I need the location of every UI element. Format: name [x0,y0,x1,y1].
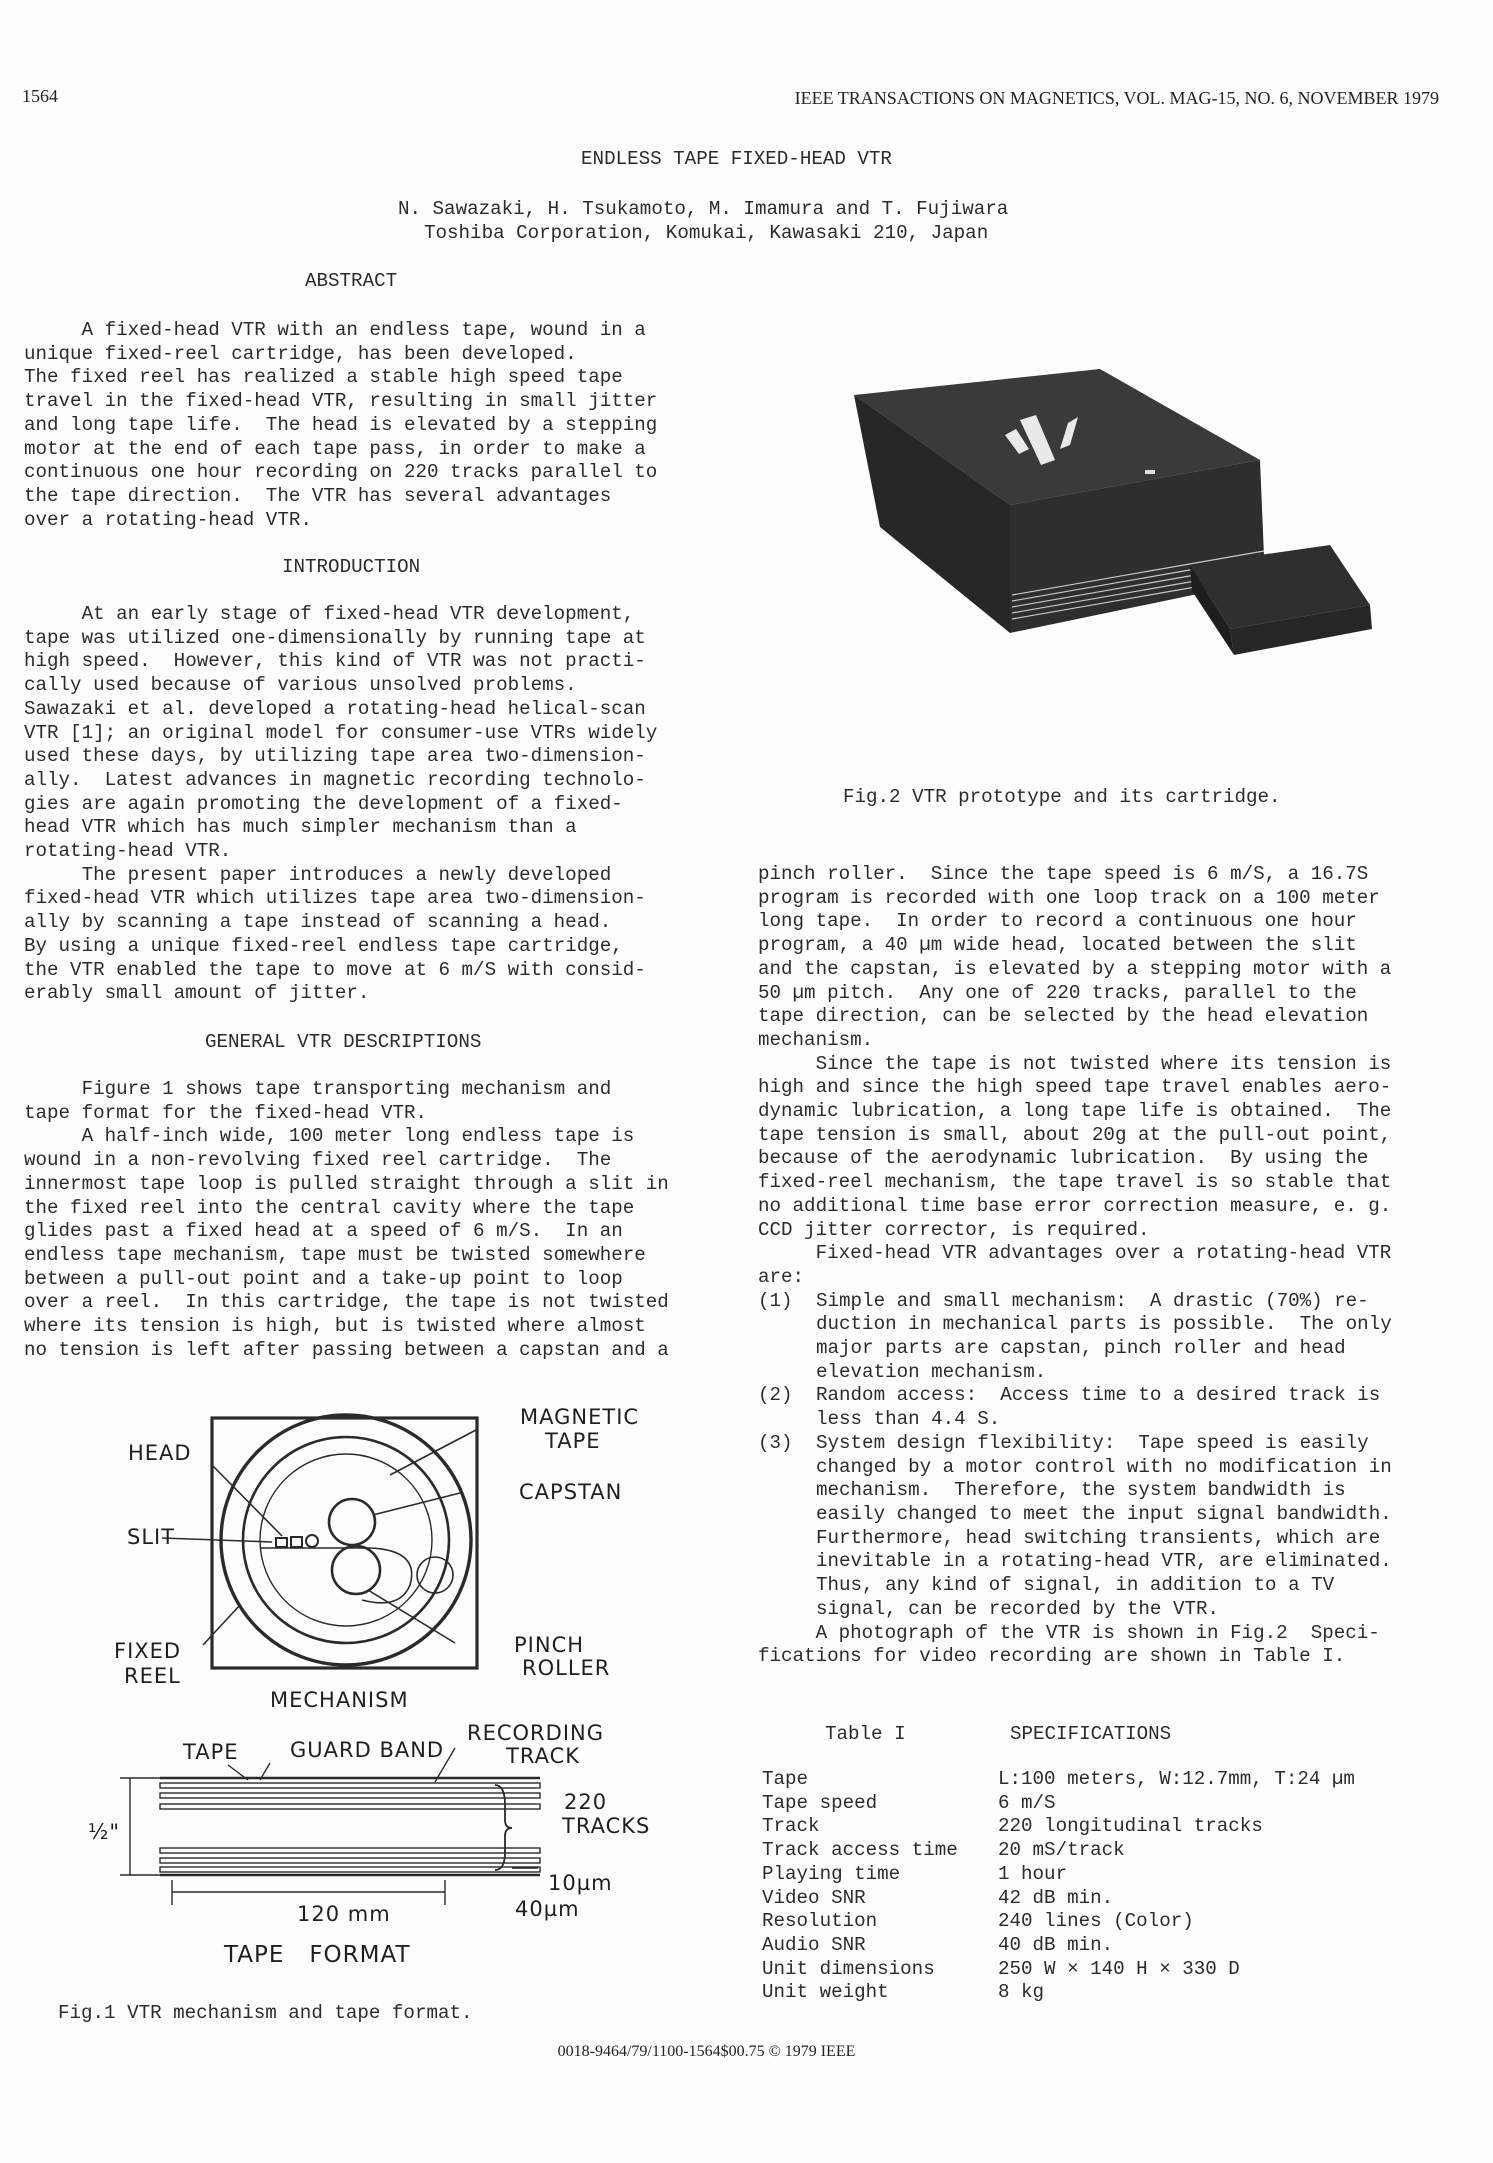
table-row [762,1934,1355,1958]
advantage-line: less than 4.4 S. [816,1408,1001,1431]
right-column-body [758,863,1392,1669]
text-line: ally. Latest advances in magnetic recording technolo- [24,768,646,791]
text-line: At an early stage of fixed-head VTR development, [24,603,635,625]
text-line: no additional time base error correction measure, e. g. [758,1194,1392,1217]
fig1-label-220: 220 [564,1790,608,1814]
table-row [762,1815,1355,1839]
text-line: wound in a non-revolving fixed reel cartridge. The [24,1149,612,1172]
spec-value: 40 dB min. [998,1933,1114,1956]
text-line: VTR [1]; an original model for consumer-use VTRs widely [24,721,658,744]
advantage-number: (2) [758,1384,793,1407]
table-row [762,1792,1355,1816]
text-line: innermost tape loop is pulled straight through a slit in [24,1172,669,1195]
text-line: and long tape life. The head is elevated by a stepping [24,413,658,436]
advantage-line: mechanism. Therefore, the system bandwidth is [816,1479,1346,1502]
fig2-caption: Fig.2 VTR prototype and its cartridge. [843,786,1281,808]
fig1-label-fixed: FIXED [114,1639,182,1663]
spec-value: 240 lines (Color) [998,1910,1194,1933]
advantage-line [758,1290,1392,1314]
text-line: program, a 40 µm wide head, located between the slit [758,934,1357,957]
fig1-label-tape-format: TAPE FORMAT [224,1942,411,1968]
track-band-4 [160,1848,540,1853]
general-heading: GENERAL VTR DESCRIPTIONS [205,1031,482,1053]
introduction-heading: INTRODUCTION [282,556,421,578]
advantage-item [758,1384,1392,1431]
fig1-label-track: TRACK [506,1744,580,1768]
capstan-circle [329,1499,375,1545]
fig1-label-tape: TAPE [183,1740,239,1764]
fig1-label-capstan: CAPSTAN [519,1480,623,1504]
text-line: The present paper introduces a newly developed [24,863,612,886]
track-band-2 [160,1793,540,1798]
text-line: CCD jitter corrector, is required. [758,1218,1150,1241]
fig1-label-tracks: TRACKS [562,1814,651,1838]
text-line: because of the aerodynamic lubrication. By using the [758,1147,1369,1170]
table-row [762,1981,1355,2005]
advantage-line: duction in mechanical parts is possible. The only [816,1313,1392,1336]
text-line: fixed-head VTR which utilizes tape area two-dimension- [24,887,646,910]
general-body [24,1078,669,1362]
spec-value: L:100 meters, W:12.7mm, T:24 µm [998,1768,1355,1790]
advantage-text: Random access: Access time to a desired track is [816,1384,1381,1407]
spec-key: Playing time [762,1862,901,1885]
advantage-text: System design flexibility: Tape speed is easily [816,1431,1369,1454]
text-line: tape was utilized one-dimensionally by running tape at [24,626,646,649]
table-row [762,1910,1355,1934]
fig1-label-head: HEAD [128,1441,192,1465]
vtr-badge [1145,470,1155,474]
table-row [762,1863,1355,1887]
text-line: long tape. In order to record a continuous one hour [758,910,1357,933]
text-line: the tape direction. The VTR has several advantages [24,484,612,507]
text-line: fixed-reel mechanism, the tape travel is so stable that [758,1171,1392,1194]
text-line: program is recorded with one loop track on a 100 meter [758,886,1380,909]
capstan-leader [373,1493,460,1515]
text-line: mechanism. [758,1028,874,1051]
fig1-label-40um: 40µm [515,1897,580,1921]
pinch-roller-leader [368,1590,455,1643]
head-block-2 [291,1537,302,1547]
advantage-text: Simple and small mechanism: A drastic (70%) re- [816,1289,1369,1312]
fig1-label-mechanism: MECHANISM [270,1688,409,1712]
text-line: A fixed-head VTR with an endless tape, wound in a [24,319,646,341]
text-line: A photograph of the VTR is shown in Fig.2 Speci- [758,1621,1380,1644]
fig1-label-reel: REEL [124,1664,181,1688]
table-number: Table I [825,1723,906,1745]
advantage-number: (1) [758,1289,793,1312]
head-roller [306,1535,318,1547]
abstract-body [24,319,657,532]
abstract-heading: ABSTRACT [305,270,398,292]
advantage-item [758,1290,1392,1385]
fig1-label-magnetic-tape-2: TAPE [545,1429,601,1453]
text-line: are: [758,1265,805,1288]
track-band-5 [160,1858,540,1863]
fig1-label-roller: ROLLER [522,1656,611,1680]
fig1-label-magnetic-tape: MAGNETIC [520,1405,640,1429]
text-line: erably small amount of jitter. [24,982,370,1005]
pinch-roller-circle [332,1546,380,1594]
copyright-footer: 0018-9464/79/1100-1564$00.75 © 1979 IEEE [557,2043,856,2060]
text-line: Fixed-head VTR advantages over a rotating-head VTR [758,1242,1392,1265]
text-line: the fixed reel into the central cavity where the tape [24,1196,635,1219]
paper-title: ENDLESS TAPE FIXED-HEAD VTR [581,148,892,170]
text-line: By using a unique fixed-reel endless tape cartridge, [24,934,623,957]
spec-key: Track access time [762,1839,958,1862]
text-line: unique fixed-reel cartridge, has been developed. [24,342,577,365]
advantage-line: signal, can be recorded by the VTR. [816,1597,1220,1620]
text-line: between a pull-out point and a take-up point to loop [24,1267,623,1290]
text-line: 50 µm pitch. Any one of 220 tracks, parallel to the [758,981,1357,1004]
advantage-line: elevation mechanism. [816,1360,1047,1383]
spec-key: Track [762,1815,820,1838]
text-line: and the capstan, is elevated by a stepping motor with a [758,957,1392,980]
specifications-table [762,1768,1355,2005]
text-line: ally by scanning a tape instead of scanning a head. [24,911,612,934]
spec-value: 250 W × 140 H × 330 D [998,1957,1240,1980]
slit-leader [162,1538,272,1542]
advantage-line: easily changed to meet the input signal bandwidth. [816,1502,1392,1525]
affiliation: Toshiba Corporation, Komukai, Kawasaki 210, Japan [424,222,989,244]
text-line: head VTR which has much simpler mechanism than a [24,816,577,839]
text-line: cally used because of various unsolved problems. [24,674,577,697]
spec-value: 1 hour [998,1862,1068,1885]
text-line: Sawazaki et al. developed a rotating-head helical-scan [24,697,646,720]
magnetic-tape-leader [390,1430,476,1475]
advantage-number: (3) [758,1431,793,1454]
text-line: tape format for the fixed-head VTR. [24,1101,428,1124]
table-title: SPECIFICATIONS [1010,1723,1172,1745]
advantage-line: changed by a motor control with no modification in [816,1455,1392,1478]
advantage-line [758,1432,1392,1456]
spec-value: 42 dB min. [998,1886,1114,1909]
spec-key: Resolution [762,1910,878,1933]
spec-key: Tape [762,1768,809,1790]
fig1-label-recording: RECORDING [467,1721,604,1745]
spec-key: Video SNR [762,1886,866,1909]
advantage-line: inevitable in a rotating-head VTR, are eliminated. [816,1550,1392,1573]
text-line: where its tension is high, but is twisted where almost [24,1315,646,1338]
text-line: gies are again promoting the development of a fixed- [24,792,623,815]
table-row [762,1887,1355,1911]
fixed-reel-leader [203,1605,240,1645]
fig1-label-slit: SLIT [127,1525,176,1549]
spec-key: Tape speed [762,1791,878,1814]
table-row [762,1958,1355,1982]
authors: N. Sawazaki, H. Tsukamoto, M. Imamura and T. Fujiwara [398,198,1009,220]
spec-key: Unit dimensions [762,1957,935,1980]
inner-reel-circle [243,1437,449,1643]
text-line: high speed. However, this kind of VTR was not practi- [24,650,646,673]
advantage-line: major parts are capstan, pinch roller and head [816,1337,1346,1360]
advantage-item [758,1432,1392,1622]
text-line: over a rotating-head VTR. [24,508,312,531]
text-line: The fixed reel has realized a stable high speed tape [24,366,623,389]
track-band-6 [160,1867,540,1872]
cavity-circle [260,1454,432,1626]
spec-value: 8 kg [998,1981,1045,2004]
text-line: travel in the fixed-head VTR, resulting in small jitter [24,390,658,413]
text-line: continuous one hour recording on 220 tracks parallel to [24,461,658,484]
table-row [762,1839,1355,1863]
table-row [762,1768,1355,1792]
text-line: A half-inch wide, 100 meter long endless tape is [24,1125,635,1148]
text-line: tape tension is small, about 20g at the pull-out point, [758,1123,1392,1146]
spec-value: 20 mS/track [998,1839,1125,1862]
spec-key: Unit weight [762,1981,889,2004]
text-line: fications for video recording are shown in Table I. [758,1645,1346,1668]
text-line: glides past a fixed head at a speed of 6 m/S. In an [24,1220,623,1243]
fig1-label-120mm: 120 mm [297,1902,391,1926]
spec-value: 220 longitudinal tracks [998,1815,1263,1838]
fig1-caption: Fig.1 VTR mechanism and tape format. [58,2002,473,2024]
advantage-line: Furthermore, head switching transients, which are [816,1526,1381,1549]
text-line: endless tape mechanism, tape must be twisted somewhere [24,1243,646,1266]
fig1-drawing [100,1400,720,2010]
text-line: Since the tape is not twisted where its tension is [758,1052,1392,1075]
text-line: Figure 1 shows tape transporting mechanism and [24,1078,612,1100]
fig1-label-pinch: PINCH [514,1633,585,1657]
fig1-label-half-inch: ½" [88,1820,121,1844]
text-line: dynamic lubrication, a long tape life is obtained. The [758,1100,1392,1123]
head-block-1 [276,1538,287,1547]
page-number: 1564 [22,86,58,106]
text-line: no tension is left after passing between a capstan and a [24,1338,669,1361]
text-line: over a reel. In this cartridge, the tape is not twisted [24,1291,669,1314]
spec-value: 6 m/S [998,1791,1056,1814]
track-band-3 [160,1804,540,1809]
advantage-line: Thus, any kind of signal, in addition to a TV [816,1574,1335,1597]
text-line: tape direction, can be selected by the head elevation [758,1005,1369,1028]
journal-header: IEEE TRANSACTIONS ON MAGNETICS, VOL. MAG-15, NO. 6, NOVEMBER 1979 [794,88,1439,108]
advantage-line [758,1384,1392,1408]
text-line: used these days, by utilizing tape area two-dimension- [24,745,646,768]
text-line: rotating-head VTR. [24,840,232,863]
text-line: pinch roller. Since the tape speed is 6 m/S, a 16.7S [758,863,1369,885]
text-line: high and since the high speed tape travel enables aero- [758,1076,1392,1099]
track-band-1 [160,1783,540,1788]
fig1-label-10um: 10µm [548,1871,613,1895]
fig2-photo [840,365,1380,785]
text-line: the VTR enabled the tape to move at 6 m/S with consid- [24,958,646,981]
fig1-label-guard-band: GUARD BAND [290,1738,445,1762]
text-line: motor at the end of each tape pass, in order to make a [24,437,646,460]
takeup-arc [417,1557,453,1593]
introduction-body [24,603,657,1006]
spec-key: Audio SNR [762,1933,866,1956]
